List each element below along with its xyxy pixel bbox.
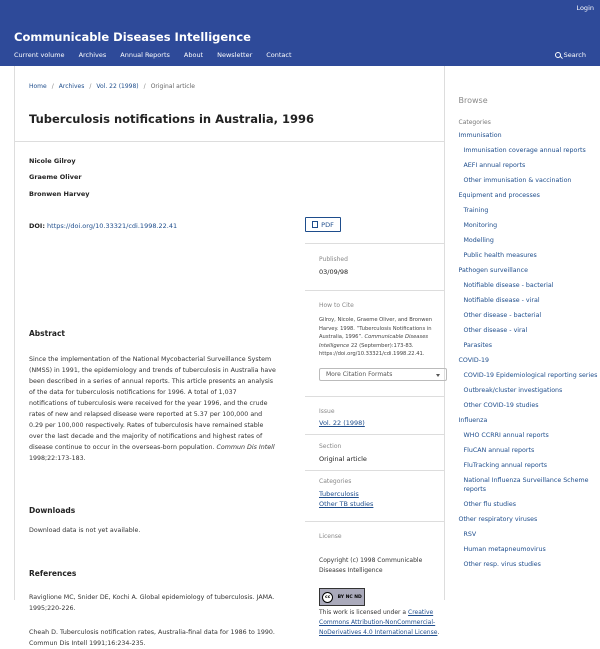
sidebar-category-item[interactable]: Other respiratory viruses bbox=[459, 516, 600, 525]
nav-contact[interactable]: Contact bbox=[266, 51, 291, 59]
breadcrumb-separator: / bbox=[52, 83, 54, 90]
reference-item: Raviglione MC, Snider DE, Kochi A. Global epidemiology of tuberculosis. JAMA. 1995;220-226. bbox=[29, 592, 279, 614]
sidebar-category-item[interactable]: RSV bbox=[459, 531, 600, 540]
sidebar-category-item[interactable]: FluCAN annual reports bbox=[459, 447, 600, 456]
breadcrumb-archives[interactable]: Archives bbox=[59, 83, 85, 90]
citation-part: Gilroy, Nicole, Graeme Oliver, and Bronwen Harvey. 1998. “Tuberculosis Notifications in Australia, 1996”. bbox=[319, 317, 432, 340]
sidebar-category-item[interactable]: Notifiable disease - viral bbox=[459, 297, 600, 306]
sidebar-category-item[interactable]: Outbreak/cluster investigations bbox=[459, 387, 600, 396]
downloads-text: Download data is not yet available. bbox=[29, 527, 140, 534]
nav-current-volume[interactable]: Current volume bbox=[14, 51, 65, 59]
citation-part: 22 (September):173-83. https://doi.org/10.33321/cdi.1998.22.41. bbox=[319, 343, 425, 358]
abstract-cite: 1998;22:173-183. bbox=[29, 455, 86, 462]
sidebar-category-item[interactable]: Equipment and processes bbox=[459, 192, 600, 201]
sidebar-category-item[interactable]: Pathogen surveillance bbox=[459, 267, 600, 276]
categories-label: Categories bbox=[319, 478, 351, 485]
divider bbox=[305, 470, 445, 471]
sidebar-category-item[interactable]: Other immunisation & vaccination bbox=[459, 177, 600, 186]
breadcrumb-home[interactable]: Home bbox=[29, 83, 47, 90]
issue-label: Issue bbox=[319, 408, 335, 415]
main-nav bbox=[14, 51, 306, 59]
sidebar-category-item[interactable]: Other disease - bacterial bbox=[459, 312, 600, 321]
nav-about[interactable]: About bbox=[184, 51, 203, 59]
section-value: Original article bbox=[319, 455, 367, 463]
site-header bbox=[0, 0, 600, 66]
breadcrumb-separator: / bbox=[89, 83, 91, 90]
cc-text-suffix: . bbox=[437, 629, 439, 636]
browse-heading: Browse bbox=[459, 96, 600, 105]
divider bbox=[305, 290, 445, 291]
divider bbox=[15, 141, 445, 142]
sidebar-category-item[interactable]: Immunisation bbox=[459, 132, 600, 141]
doi-label: DOI: bbox=[29, 222, 45, 230]
sidebar-category-item[interactable]: Public health measures bbox=[459, 252, 600, 261]
sidebar-category-item[interactable]: Training bbox=[459, 207, 600, 216]
article-entry bbox=[29, 156, 279, 232]
search-link[interactable] bbox=[555, 51, 586, 59]
sidebar-category-item[interactable]: Notifiable disease - bacterial bbox=[459, 282, 600, 291]
breadcrumb-current: Original article bbox=[151, 83, 195, 90]
pdf-label: PDF bbox=[321, 221, 334, 229]
creative-commons-badge[interactable] bbox=[319, 588, 365, 606]
divider bbox=[305, 396, 445, 397]
nav-annual-reports[interactable]: Annual Reports bbox=[120, 51, 170, 59]
author-name: Graeme Oliver bbox=[29, 172, 279, 182]
doi-link[interactable]: https://doi.org/10.33321/cdi.1998.22.41 bbox=[47, 222, 177, 230]
login-link[interactable]: Login bbox=[576, 4, 594, 12]
file-icon bbox=[312, 221, 318, 228]
sidebar-category-item[interactable]: AEFI annual reports bbox=[459, 162, 600, 171]
author-name: Bronwen Harvey bbox=[29, 189, 279, 199]
sidebar-category-item[interactable]: Other resp. virus studies bbox=[459, 561, 600, 570]
divider bbox=[305, 521, 445, 522]
sidebar-category-item[interactable]: Parasites bbox=[459, 342, 600, 351]
more-citation-formats-dropdown[interactable] bbox=[319, 368, 447, 381]
published-label: Published bbox=[319, 256, 348, 263]
references-heading: References bbox=[29, 569, 76, 578]
chevron-down-icon bbox=[436, 374, 440, 377]
citation-journal: Communicable Diseases Intelligence bbox=[319, 334, 428, 349]
divider bbox=[305, 243, 445, 244]
abstract-heading: Abstract bbox=[29, 329, 65, 338]
abstract-journal: Commun Dis Intell bbox=[217, 444, 275, 451]
issue-link[interactable]: Vol. 22 (1998) bbox=[319, 419, 365, 427]
sidebar-category-item[interactable]: Human metapneumovirus bbox=[459, 546, 600, 555]
doi-row bbox=[29, 221, 279, 231]
sidebar-category-item[interactable]: Influenza bbox=[459, 417, 600, 426]
cc-license-link[interactable]: Creative Commons Attribution-NonCommercial-NoDerivatives 4.0 International License bbox=[319, 609, 437, 636]
search-label: Search bbox=[564, 51, 586, 59]
nav-newsletter[interactable]: Newsletter bbox=[217, 51, 252, 59]
sidebar-category-item[interactable]: FluTracking annual reports bbox=[459, 462, 600, 471]
sidebar bbox=[445, 66, 600, 600]
license-text: Copyright (c) 1998 Communicable Diseases Intelligence bbox=[319, 556, 447, 576]
section-label: Section bbox=[319, 443, 341, 450]
abstract-text bbox=[29, 354, 277, 464]
category-link[interactable]: Other TB studies bbox=[319, 500, 373, 508]
sidebar-category-item[interactable]: Monitoring bbox=[459, 222, 600, 231]
sidebar-category-item[interactable]: Immunisation coverage annual reports bbox=[459, 147, 600, 156]
cc-text-prefix: This work is licensed under a bbox=[319, 609, 408, 616]
category-link[interactable]: Tuberculosis bbox=[319, 490, 359, 498]
published-value: 03/09/98 bbox=[319, 268, 348, 276]
sidebar-category-item[interactable]: Other flu studies bbox=[459, 501, 600, 510]
nav-archives[interactable]: Archives bbox=[79, 51, 107, 59]
author-name: Nicole Gilroy bbox=[29, 156, 279, 166]
breadcrumb-volume[interactable]: Vol. 22 (1998) bbox=[96, 83, 138, 90]
search-icon bbox=[555, 52, 561, 58]
cc-license-text bbox=[319, 608, 449, 638]
sidebar-category-item[interactable]: COVID-19 Epidemiological reporting series bbox=[459, 372, 600, 381]
divider bbox=[305, 434, 445, 435]
sidebar-category-item[interactable]: COVID-19 bbox=[459, 357, 600, 366]
sidebar-category-item[interactable]: Modelling bbox=[459, 237, 600, 246]
sidebar-category-item[interactable]: Other disease - viral bbox=[459, 327, 600, 336]
breadcrumb bbox=[29, 83, 195, 90]
page-title: Tuberculosis notifications in Australia, 1996 bbox=[29, 112, 314, 126]
pdf-download-button[interactable] bbox=[305, 217, 341, 232]
categories-heading: Categories bbox=[459, 119, 600, 126]
license-label: License bbox=[319, 533, 342, 540]
category-list bbox=[459, 132, 600, 569]
cc-icon: cc bbox=[322, 592, 333, 603]
sidebar-category-item[interactable]: National Influenza Surveillance Scheme reports bbox=[459, 477, 600, 494]
breadcrumb-separator: / bbox=[144, 83, 146, 90]
citation-text bbox=[319, 316, 449, 359]
sidebar-category-item[interactable]: WHO CCRRI annual reports bbox=[459, 432, 600, 441]
site-title[interactable]: Communicable Diseases Intelligence bbox=[14, 30, 251, 44]
reference-item: Cheah D. Tuberculosis notification rates, Australia-final data for 1986 to 1990. Commun Dis Intell 1991;16:234-235. bbox=[29, 627, 279, 649]
sidebar-category-item[interactable]: Other COVID-19 studies bbox=[459, 402, 600, 411]
how-to-cite-label: How to Cite bbox=[319, 302, 354, 309]
cc-badge-text: BY NC ND bbox=[338, 595, 362, 600]
article-main bbox=[14, 66, 445, 600]
abstract-body: Since the implementation of the National Mycobacterial Surveillance System (NMSS) in 1991, the epidemiology and trends of tuberculosis in Australia have been described in a series of annual reports. This article presents an analysis of the data for tuberculosis notifications for 1996. A total of 1,037 notifications of tuberculosis were received for the year 1996, and the crude rates of new and relapsed disease were reported at 5.37 per 100,000 and 0.29 per 100,000 respectively. Rates of tuberculosis have remained stable over the last decade and the majority of notifications and highest rates of disease continue to occur in the overseas-born population. bbox=[29, 356, 276, 451]
downloads-heading: Downloads bbox=[29, 506, 75, 515]
more-citation-formats-label: More Citation Formats bbox=[326, 371, 392, 378]
